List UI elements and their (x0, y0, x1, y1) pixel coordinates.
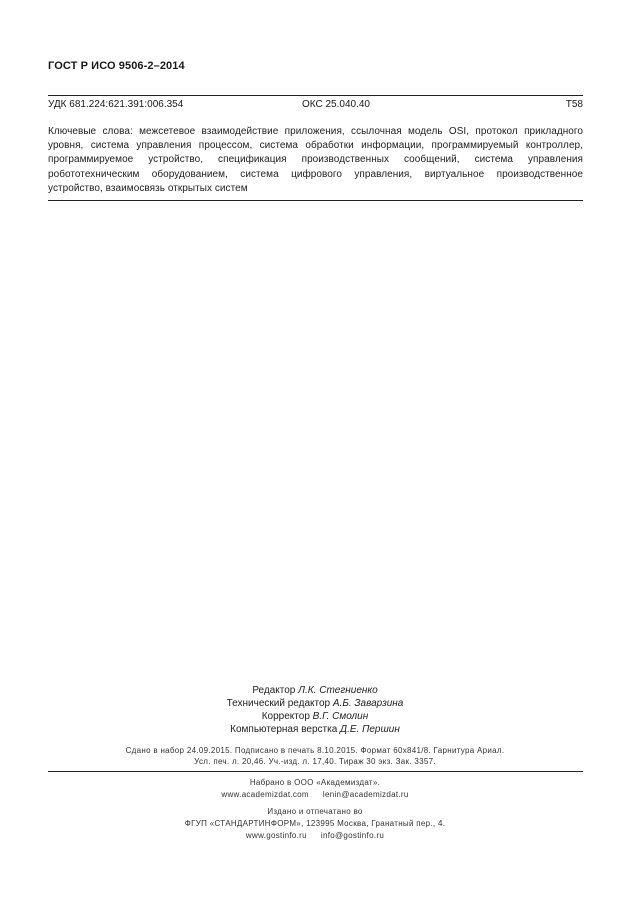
credits-block (0, 684, 630, 736)
credit-layout (0, 723, 630, 736)
classification-row (48, 99, 583, 113)
credit-name: Л.К. Стегниенко (298, 685, 378, 696)
typesetter-block (0, 777, 630, 801)
oks-code: ОКС 25.040.40 (302, 99, 370, 110)
credit-tech-editor (0, 697, 630, 710)
publisher-contacts (0, 830, 630, 842)
typesetter-website[interactable]: www.academizdat.com (221, 790, 309, 799)
credit-proofreader (0, 710, 630, 723)
credit-name: В.Г. Смолин (312, 711, 369, 722)
keywords-paragraph: Ключевые слова: межсетевое взаимодействие приложения, ссылочная модель OSI, протокол прикладного уровня, система управления процессом, система обработки информации, программируемый контроллер, программируемое устройство, спецификация производственных сообщений, система управления робототехническим оборудованием, система цифрового управления, виртуальное производственное устройство, взаимосвязь открытых систем (48, 126, 583, 194)
credit-name: А.Б. Заварзина (332, 698, 404, 709)
publisher-website[interactable]: www.gostinfo.ru (245, 831, 307, 840)
typesetter-line: Набрано в ООО «Академиздат». (249, 778, 381, 787)
credit-role: Технический редактор (226, 698, 331, 709)
publisher-line-1: Издано и отпечатано во (267, 807, 363, 816)
credit-role: Корректор (261, 711, 310, 722)
publisher-email[interactable]: info@gostinfo.ru (320, 831, 385, 840)
credit-role: Редактор (252, 685, 296, 696)
top-divider (48, 95, 583, 96)
keywords-divider (48, 200, 583, 201)
document-code: ГОСТ Р ИСО 9506-2–2014 (48, 60, 185, 72)
credit-role: Компьютерная верстка (230, 724, 338, 735)
typesetter-email[interactable]: lenin@academizdat.ru (322, 790, 409, 799)
print-info-line-2: Усл. печ. л. 20,46. Уч.-изд. л. 17,40. Тираж 30 экз. Зак. 3357. (194, 757, 436, 766)
publisher-line-2: ФГУП «СТАНДАРТИНФОРМ», 123995 Москва, Гранатный пер., 4. (184, 819, 446, 828)
publisher-block (0, 806, 630, 842)
typesetter-contacts (0, 789, 630, 801)
imprint-divider (48, 771, 583, 772)
udk-code: УДК 681.224:621.391:006.354 (48, 99, 184, 110)
credit-editor (0, 684, 630, 697)
print-info-line-1: Сдано в набор 24.09.2015. Подписано в печать 8.10.2015. Формат 60х841/8. Гарнитура Ариал. (125, 746, 505, 755)
print-info (0, 745, 630, 767)
class-code: Т58 (565, 99, 583, 110)
credit-name: Д.Е. Першин (340, 724, 400, 735)
